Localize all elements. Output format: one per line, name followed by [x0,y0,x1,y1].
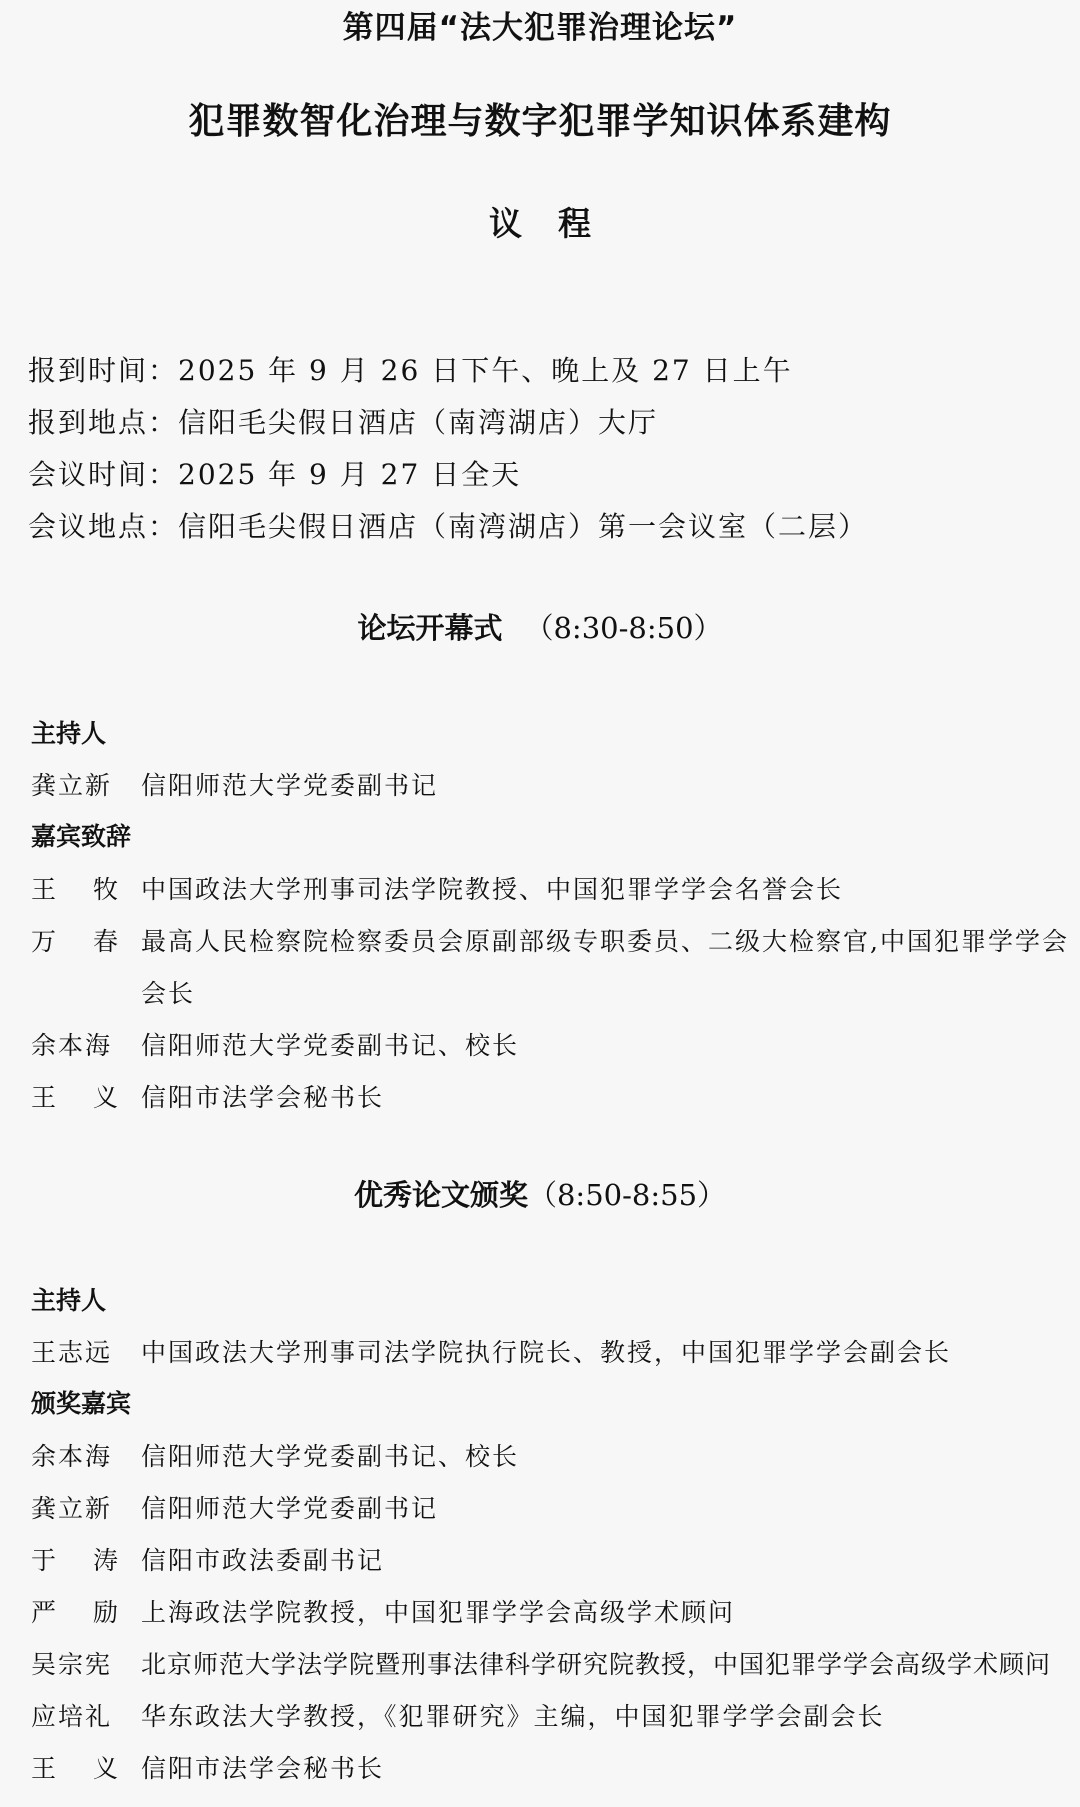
person-title: 信阳师范大学党委副书记、校长 [141,1031,520,1060]
section-awards-time: （8:50-8:55） [527,1178,727,1212]
section-awards-name: 优秀论文颁奖 [353,1178,528,1212]
section-opening-name: 论坛开幕式 [357,611,503,645]
opening-guest-label: 嘉宾致辞 [31,822,132,851]
opening-host-label: 主持人 [31,719,107,748]
forum-title: 第四届“法大犯罪治理论坛” [342,10,738,46]
registration-place: 报到地点：信阳毛尖假日酒店（南湾湖店）大厅 [28,406,659,439]
person-name: 严励 [31,1598,156,1627]
person-name: 余本海 [31,1442,113,1471]
awards-host-label: 主持人 [31,1286,107,1315]
registration-time: 报到时间：2025 年 9 月 26 日下午、晚上及 27 日上午 [28,354,793,387]
person-name: 王志远 [31,1338,113,1367]
person-title: 华东政法大学教授，《犯罪研究》主编，中国犯罪学学会副会长 [141,1702,885,1731]
meeting-time: 会议时间：2025 年 9 月 27 日全天 [28,458,522,491]
person-title: 信阳师范大学党委副书记 [141,1494,439,1523]
person-title: 信阳师范大学党委副书记、校长 [141,1442,520,1471]
person-title: 北京师范大学法学院暨刑事法律科学研究院教授，中国犯罪学学会高级学术顾问 [141,1650,1052,1679]
person-name: 吴宗宪 [31,1650,113,1679]
person-title-continued: 会长 [141,979,196,1008]
person-title: 信阳市法学会秘书长 [141,1754,385,1783]
person-name: 万春 [31,927,156,956]
agenda-heading: 议程 [489,204,627,243]
person-title: 信阳市法学会秘书长 [141,1083,385,1112]
person-title: 上海政法学院教授，中国犯罪学学会高级学术顾问 [141,1598,736,1627]
person-name: 龚立新 [31,771,113,800]
section-opening-time: （8:30-8:50） [524,611,723,645]
person-name: 于涛 [31,1546,156,1575]
person-title: 中国政法大学刑事司法学院教授、中国犯罪学学会名誉会长 [141,875,844,904]
person-title: 信阳市政法委副书记 [141,1546,385,1575]
person-name: 应培礼 [31,1702,113,1731]
meeting-place: 会议地点：信阳毛尖假日酒店（南湾湖店）第一会议室（二层） [28,510,869,543]
awards-guest-label: 颁奖嘉宾 [31,1389,132,1418]
section-opening-heading [0,606,1080,647]
person-title: 中国政法大学刑事司法学院执行院长、教授，中国犯罪学学会副会长 [141,1338,952,1367]
person-name: 余本海 [31,1031,113,1060]
person-name: 龚立新 [31,1494,113,1523]
section-awards-heading [0,1173,1080,1214]
person-title: 信阳师范大学党委副书记 [141,771,439,800]
person-name: 王义 [31,1083,156,1112]
person-name: 王义 [31,1754,156,1783]
forum-theme: 犯罪数智化治理与数字犯罪学知识体系建构 [188,101,892,142]
person-title: 最高人民检察院检察委员会原副部级专职委员、二级大检察官,中国犯罪学学会 [141,927,1069,956]
person-name: 王牧 [31,875,156,904]
